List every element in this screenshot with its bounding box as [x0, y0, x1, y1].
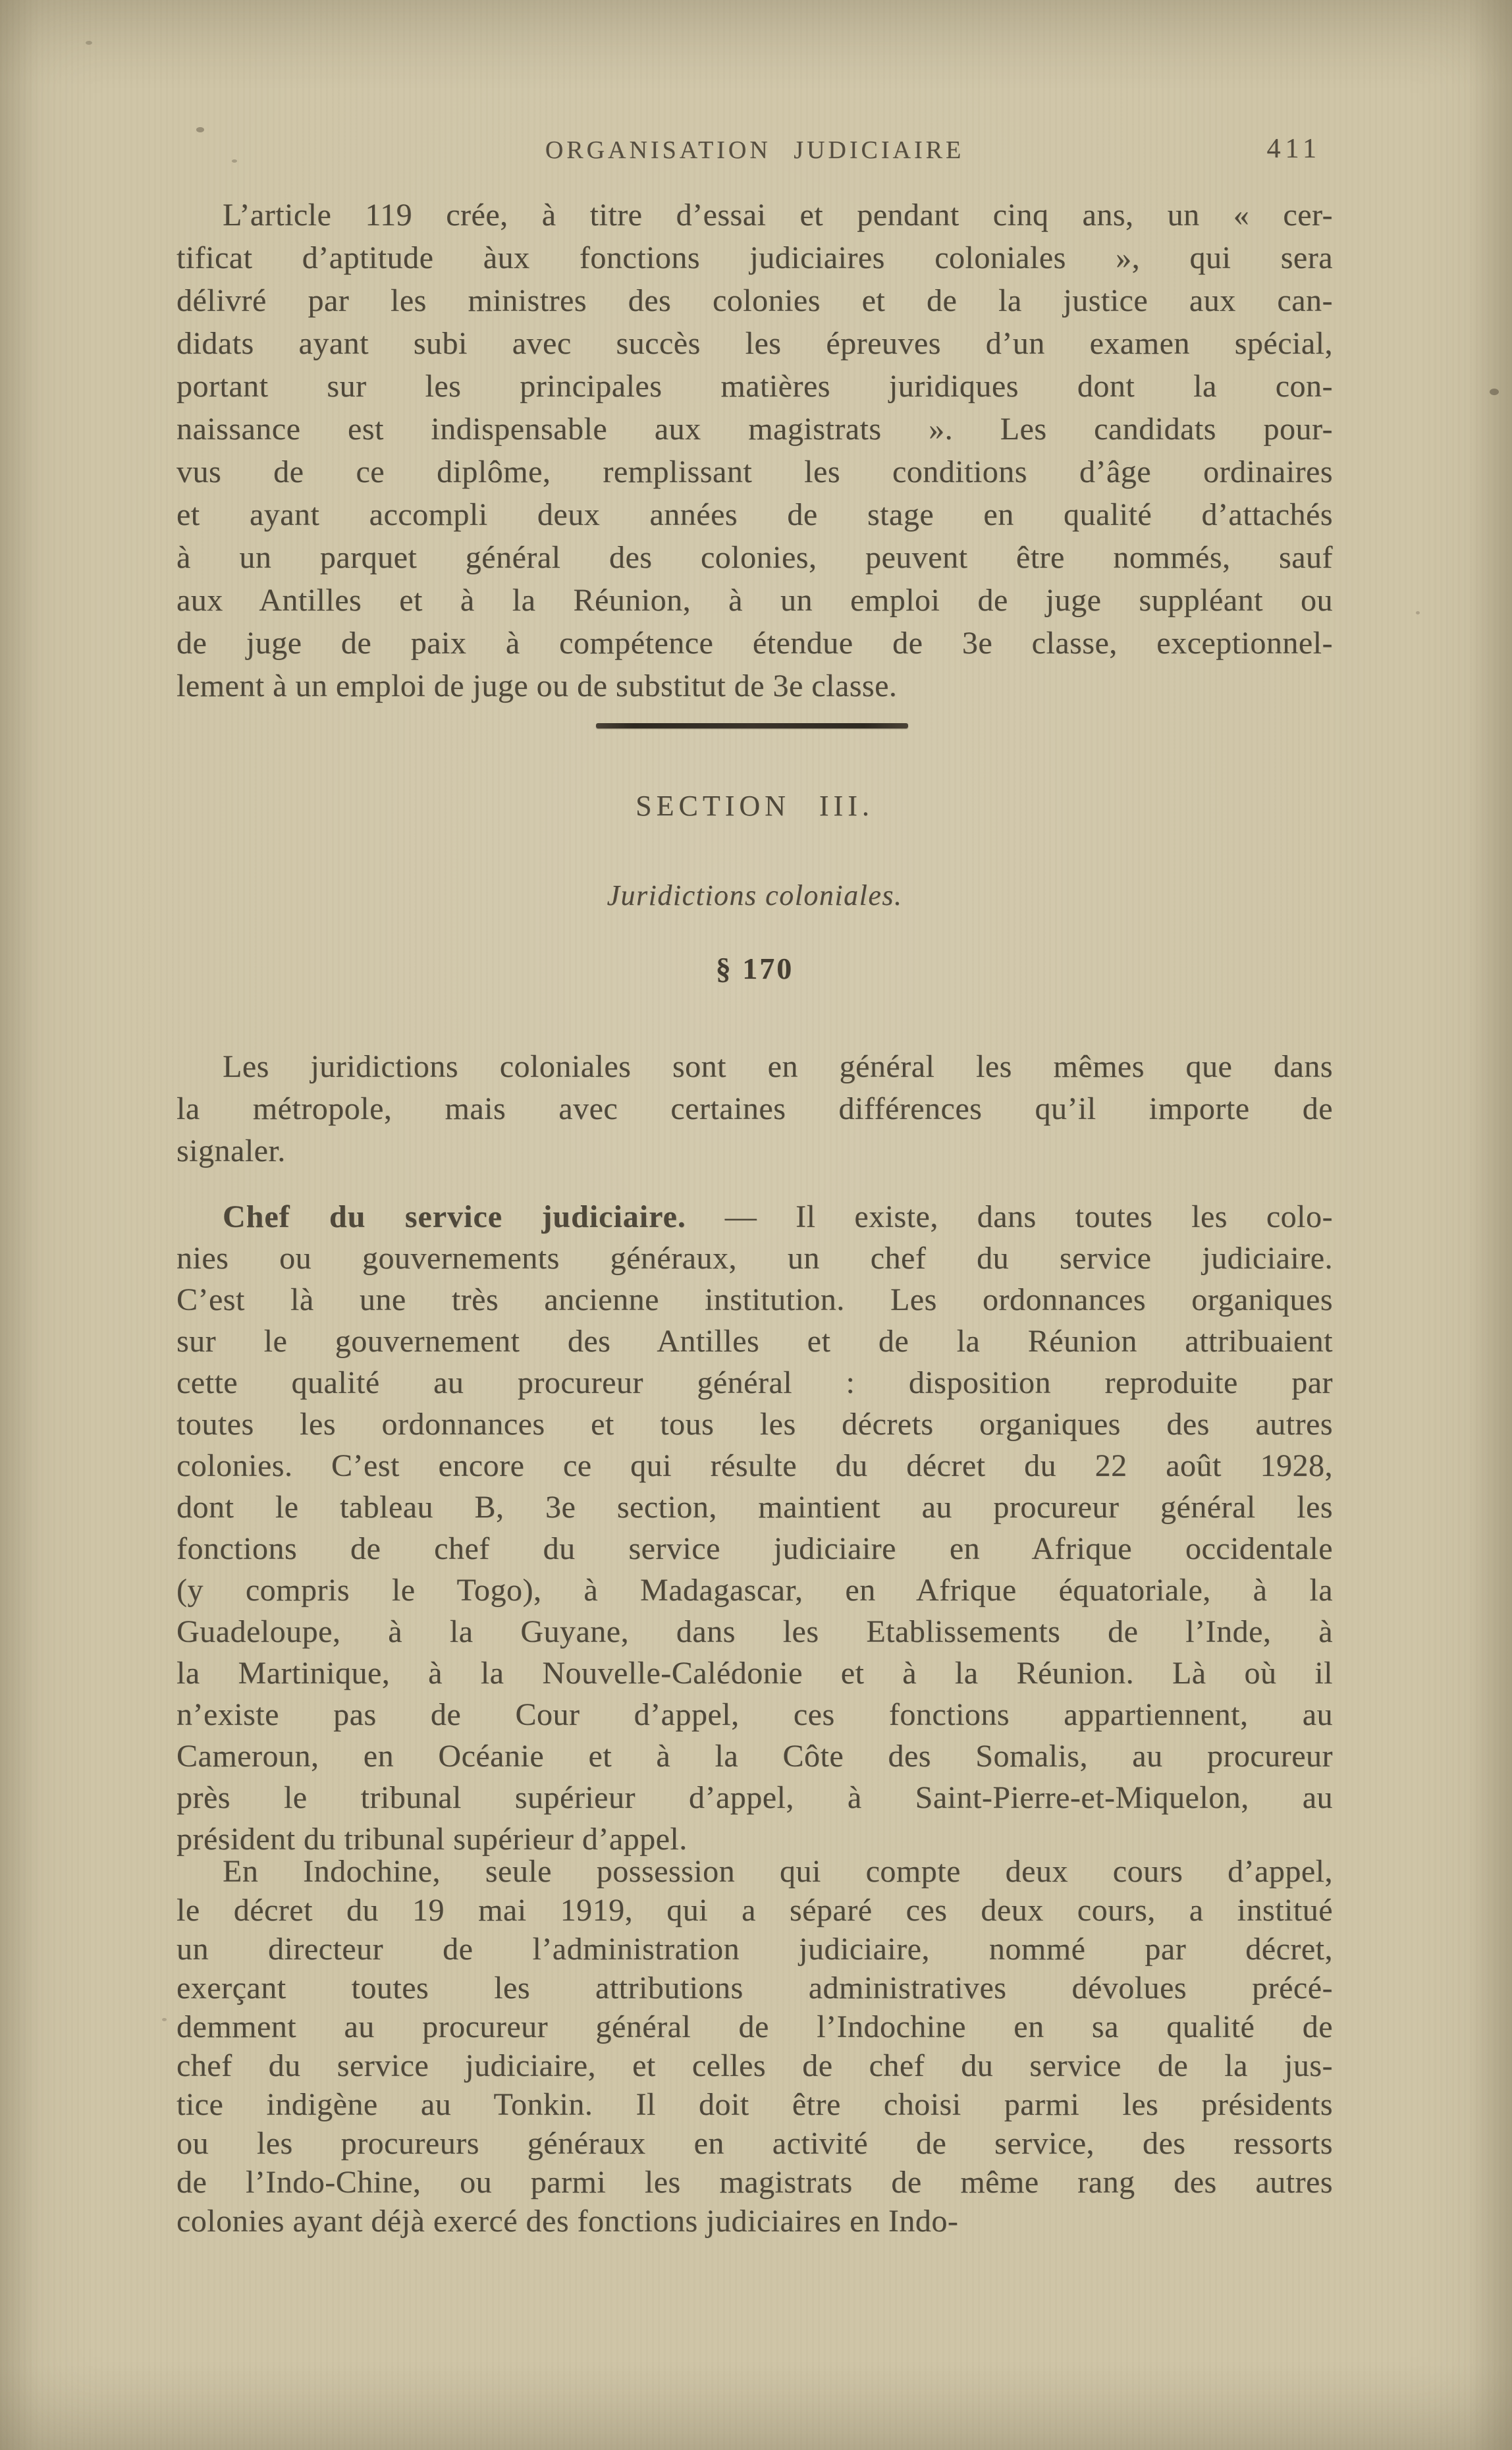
text-line: L’article 119 crée, à titre d’essai et pendant cinq ans, un « cer- [223, 198, 1333, 232]
paragraph-article-119 [176, 194, 1333, 707]
text-line: dont le tableau B, 3e section, maintient au procureur général les [176, 1490, 1333, 1525]
text-line: C’est là une très ancienne institution. Les ordonnances organiques [176, 1282, 1333, 1317]
text-line: près le tribunal supérieur d’appel, à Saint-Pierre-et-Miquelon, au [176, 1780, 1333, 1815]
text-line: sur le gouvernement des Antilles et de la Réunion attribuaient [176, 1324, 1333, 1359]
text-line: ou les procureurs généraux en activité de service, des ressorts [176, 2126, 1333, 2161]
paper-speck [86, 41, 92, 45]
text-line: colonies. C’est encore ce qui résulte du décret du 22 août 1928, [176, 1448, 1333, 1483]
text-line: Cameroun, en Océanie et à la Côte des Somalis, au procureur [176, 1739, 1333, 1774]
paper-speck [1416, 611, 1420, 614]
text-line: vus de ce diplôme, remplissant les conditions d’âge ordinaires [176, 454, 1333, 489]
text-line: président du tribunal supérieur d’appel. [176, 1822, 688, 1857]
text-line: tice indigène au Tonkin. Il doit être choisi parmi les présidents [176, 2087, 1333, 2122]
text-line: exerçant toutes les attributions administratives dévolues précé- [176, 1971, 1333, 2005]
text-line: à un parquet général des colonies, peuvent être nommés, sauf [176, 540, 1333, 575]
page-number: 411 [1266, 134, 1321, 164]
paragraph-indochine [176, 1852, 1333, 2241]
section-divider-rule [596, 723, 908, 728]
text-line-rest: — Il existe, dans toutes les colo- [686, 1199, 1334, 1234]
text-line: Guadeloupe, à la Guyane, dans les Etablissements de l’Inde, à [176, 1614, 1333, 1649]
paper-speck [162, 2018, 167, 2021]
paragraph-juridictions-intro [176, 1046, 1333, 1172]
text-line: de juge de paix à compétence étendue de 3e classe, exceptionnel- [176, 626, 1333, 661]
text-line: lement à un emploi de juge ou de substitut de 3e classe. [176, 668, 898, 703]
text-line: délivré par les ministres des colonies et de la justice aux can- [176, 283, 1333, 318]
text-line: aux Antilles et à la Réunion, à un emploi de juge suppléant ou [176, 583, 1333, 618]
text-line: didats ayant subi avec succès les épreuves d’un examen spécial, [176, 326, 1333, 361]
text-line: de l’Indo-Chine, ou parmi les magistrats de même rang des autres [176, 2165, 1333, 2200]
text-line: signaler. [176, 1133, 286, 1168]
paragraph-lead-bold: Chef du service judiciaire. [223, 1199, 686, 1234]
text-line: chef du service judiciaire, et celles de chef du service de la jus- [176, 2048, 1333, 2083]
text-line: En Indochine, seule possession qui compte deux cours d’appel, [223, 1854, 1333, 1889]
text-line: le décret du 19 mai 1919, qui a séparé ces deux cours, a institué [176, 1893, 1333, 1928]
text-line: n’existe pas de Cour d’appel, ces fonctions appartiennent, au [176, 1697, 1333, 1732]
paper-speck [1490, 389, 1499, 395]
text-line: Les juridictions coloniales sont en général les mêmes que dans [223, 1049, 1333, 1084]
text-line: (y compris le Togo), à Madagascar, en Afrique équatoriale, à la [176, 1573, 1333, 1608]
text-line: portant sur les principales matières juridiques dont la con- [176, 369, 1333, 404]
section-subheading: Juridictions coloniales. [607, 879, 903, 912]
text-line: naissance est indispensable aux magistrats ». Les candidats pour- [176, 412, 1333, 447]
running-title: ORGANISATION JUDICIAIRE [545, 136, 965, 164]
text-line: cette qualité au procureur général : disposition reproduite par [176, 1365, 1333, 1400]
paragraph-number-mark: § 170 [715, 952, 794, 985]
text-line: fonctions de chef du service judiciaire en Afrique occidentale [176, 1531, 1333, 1566]
text-line: toutes les ordonnances et tous les décrets organiques des autres [176, 1407, 1333, 1442]
paper-speck [369, 1265, 372, 1267]
text-line: et ayant accompli deux années de stage en qualité d’attachés [176, 497, 1333, 532]
text-line [176, 1196, 1333, 1238]
section-heading: SECTION III. [635, 790, 874, 822]
text-line: la Martinique, à la Nouvelle-Calédonie et à la Réunion. Là où il [176, 1656, 1333, 1691]
text-line: tificat d’aptitude àux fonctions judiciaires coloniales », qui sera [176, 240, 1333, 275]
paragraph-chef-du-service [176, 1196, 1333, 1860]
paper-speck [196, 127, 204, 132]
paper-speck [232, 159, 237, 163]
page-header [176, 132, 1333, 169]
text-line: un directeur de l’administration judiciaire, nommé par décret, [176, 1932, 1333, 1967]
paper-speck [1237, 342, 1241, 345]
text-line: colonies ayant déjà exercé des fonctions judiciaires en Indo- [176, 2204, 959, 2239]
text-line: nies ou gouvernements généraux, un chef du service judiciaire. [176, 1241, 1333, 1276]
text-line: demment au procureur général de l’Indochine en sa qualité de [176, 2009, 1333, 2044]
text-line: la métropole, mais avec certaines différences qu’il importe de [176, 1091, 1333, 1126]
